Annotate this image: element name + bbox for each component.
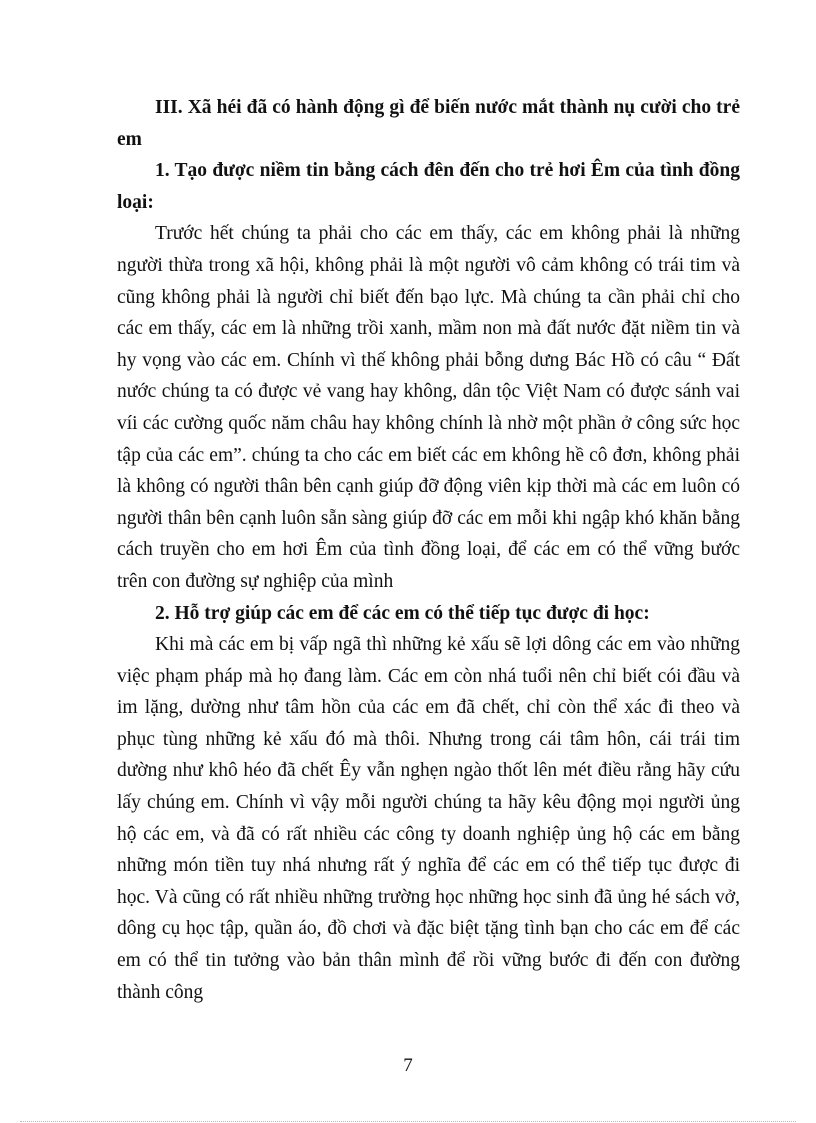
paragraph-1: Trước hết chúng ta phải cho các em thấy, các em không phải là những người thừa trong xã hội, không phải là một người vô cảm không có trái tim và cũng không phải là người chỉ biết đến bạo lực. Mà chúng ta cần phải chỉ cho các em thấy, các em là những trồi xanh, mầm non mà đất nước đặt niềm tin và hy vọng vào các em. Chính vì thế không phải bỗng dưng Bác Hồ có câu “ Đất nước chúng ta có được vẻ vang hay không, dân tộc Việt Nam có được sánh vai víi các cường quốc năm châu hay không chính là nhờ một phần ở công sức học tập của các em”. chúng ta cho các em biết các em không hề cô đơn, không phải là không có người thân bên cạnh giúp đỡ động viên kịp thời mà các em luôn có người thân bên cạnh luôn sẵn sàng giúp đỡ các em mỗi khi ngập khó khăn bằng cách truyền cho em hơi Êm của tình đồng loại, để các em có thể vững bước trên con đường sự nghiệp của mình <box>117 223 740 592</box>
subheading-2: 2. Hỗ trợ giúp các em để các em có thể tiếp tục được đi học: <box>155 602 650 624</box>
page-bottom-divider <box>20 1121 796 1122</box>
page-number: 7 <box>403 1055 413 1076</box>
document-body <box>117 92 740 1008</box>
subheading-1: 1. Tạo được niềm tin bằng cách đên đến cho trẻ hơi Êm của tình đồng loại: <box>117 160 740 213</box>
paragraph-2: Khi mà các em bị vấp ngã thì những kẻ xấu sẽ lợi dông các em vào những việc phạm pháp mà họ đang làm. Các em còn nhá tuổi nên chỉ biết cói đầu và im lặng, dường như tâm hồn của các em đã chết, chỉ còn thể xác đi theo và phục tùng những kẻ xấu đó mà thôi. Nhưng trong cái tâm hôn, cái trái tim dường như khô héo đã chết Êy vẫn nghẹn ngào thốt lên mét điều rằng hãy cứu lấy chúng em. Chính vì vậy mỗi người chúng ta hãy kêu động mọi người ủng hộ các em, và đã có rất nhiều các công ty doanh nghiệp ủng hộ các em bằng những món tiền tuy nhá nhưng rất ý nghĩa để các em có thể tiếp tục được đi học. Và cũng có rất nhiều những trường học những học sinh đã ủng hé sách vở, dông cụ học tập, quần áo, đồ chơi và đặc biệt tặng tình bạn cho các em để các em có thể tin tưởng vào bản thân mình để rồi vững bước đi đến con đường thành công <box>117 634 740 1003</box>
section-heading: III. Xã héi đã có hành động gì để biến nước mắt thành nụ cười cho trẻ em <box>117 97 740 150</box>
